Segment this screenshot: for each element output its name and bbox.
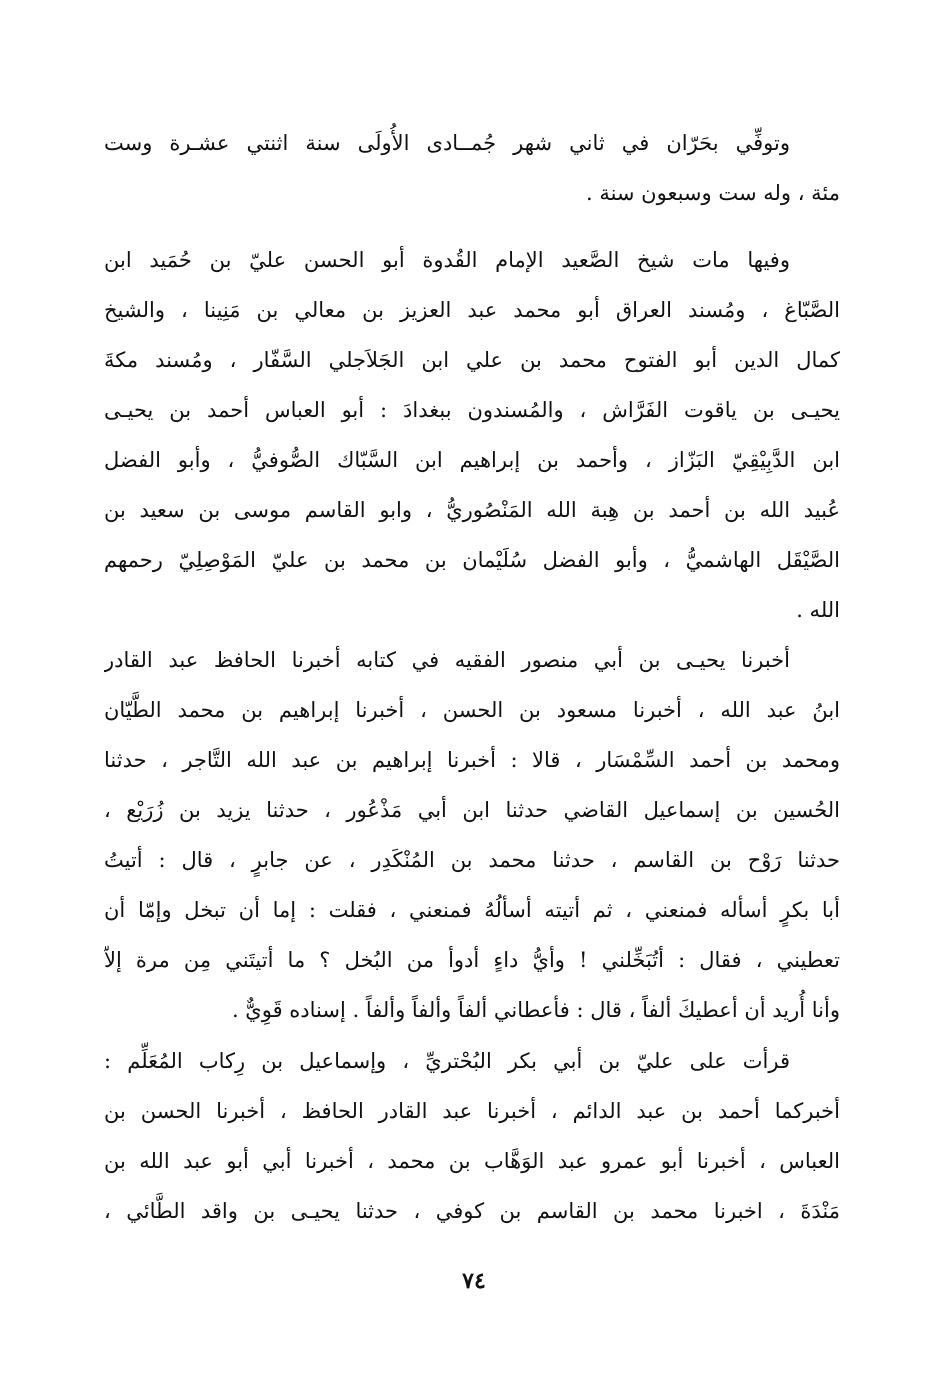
text-line: العباس ، أخبرنا أبو عمرو عبد الوَهَّاب بن محمد ، أخبرنا أبي أبو عبد الله بن [104,1149,840,1173]
paragraph-death-notice [104,118,840,218]
page-number: ٧٤ [462,1268,486,1294]
text-line: ابن الدَّبِيْقِيّ البَزّاز ، وأحمد بن إبراهيم ابن السَّبّاك الصُّوفيُّ ، وأبو الفضل [104,448,840,472]
text-line: ومحمد بن أحمد السِّمْسَار ، قالا : أخبرنا إبراهيم بن عبد الله التَّاجر ، حدثنا [104,748,840,772]
text-line: أخبرنا يحيـى بن أبي منصور الفقيه في كتابه أخبرنا الحافظ عبد القادر [104,648,790,672]
text-line: ابنُ عبد الله ، أخبرنا مسعود بن الحسن ، أخبرنا إبراهيم بن محمد الطَّيّان [104,698,840,722]
text-line: أخبركما أحمد بن عبد الدائم ، أخبرنا عبد القادر الحافظ ، أخبرنا الحسن بن [104,1099,840,1123]
paragraph-isnad-chain [104,1036,840,1236]
text-line: مَنْدَةَ ، اخبرنا محمد بن القاسم بن كوفي ، حدثنا يحيـى بن واقد الطَّائي ، [104,1199,840,1223]
text-line: الصَّيْقَل الهاشميُّ ، وأبو الفضل سُلَيْمان بن محمد بن عليّ المَوْصِلِيّ رحمهم [104,548,840,572]
text-line: قرأت على عليّ بن أبي بكر البُحْتريِّ ، وإسماعيل بن رِكاب المُعَلِّم : [104,1049,790,1073]
text-line: يحيـى بن ياقوت الفَرَّاش ، والمُسندون ببغدادَ : أبو العباس أحمد بن يحيـى [104,398,840,422]
text-line: مئة ، وله ست وسبعون سنة . [585,181,840,205]
text-line: الحُسين بن إسماعيل القاضي حدثنا ابن أبي مَذْعُور ، حدثنا يزيد بن زُرَيْع ، [104,798,840,822]
text-line: الله . [796,598,840,622]
text-line: وفيها مات شيخ الصَّعيد الإمام القُدوة أبو الحسن عليّ بن حُمَيد ابن [104,248,790,272]
paragraph-hadith-narration [104,635,840,1035]
text-line: أبا بكرٍ أسأله فمنعني ، ثم أتيته أسألُهُ فمنعني ، فقلت : إما أن تبخل وإمّا أن [104,898,840,922]
text-line: وأنا أُريد أن أعطيكَ ألفاً ، قال : فأعطاني ألفاً وألفاً وألفاً . إسناده قَوِيٌّ . [231,998,840,1022]
text-line: تعطيني ، فقال : أتُبَخِّلني ! وأيُّ داءٍ أدوأ من البُخل ؟ ما أتيتَني مِن مرة إلاّ [104,948,840,972]
paragraph-deaths-of-year [104,235,840,635]
text-line: حدثنا رَوْح بن القاسم ، حدثنا محمد بن المُنْكَدِر ، عن جابرٍ ، قال : أتيتُ [104,848,840,872]
text-line: كمال الدين أبو الفتوح محمد بن علي ابن الجَلاَجلي السَّفّار ، ومُسند مكةَ [104,348,840,372]
text-line: وتوفِّي بحَرّان في ثاني شهر جُمــادى الأُولَى سنة اثنتي عشـرة وست [104,131,790,155]
text-line: الصَّبّاغ ، ومُسند العراق أبو محمد عبد العزيز بن معالي بن مَنِينا ، والشيخ [104,298,840,322]
text-line: عُبيد الله بن أحمد بن هِبة الله المَنْصُوريُّ ، وابو القاسم موسى بن سعيد بن [104,498,840,522]
